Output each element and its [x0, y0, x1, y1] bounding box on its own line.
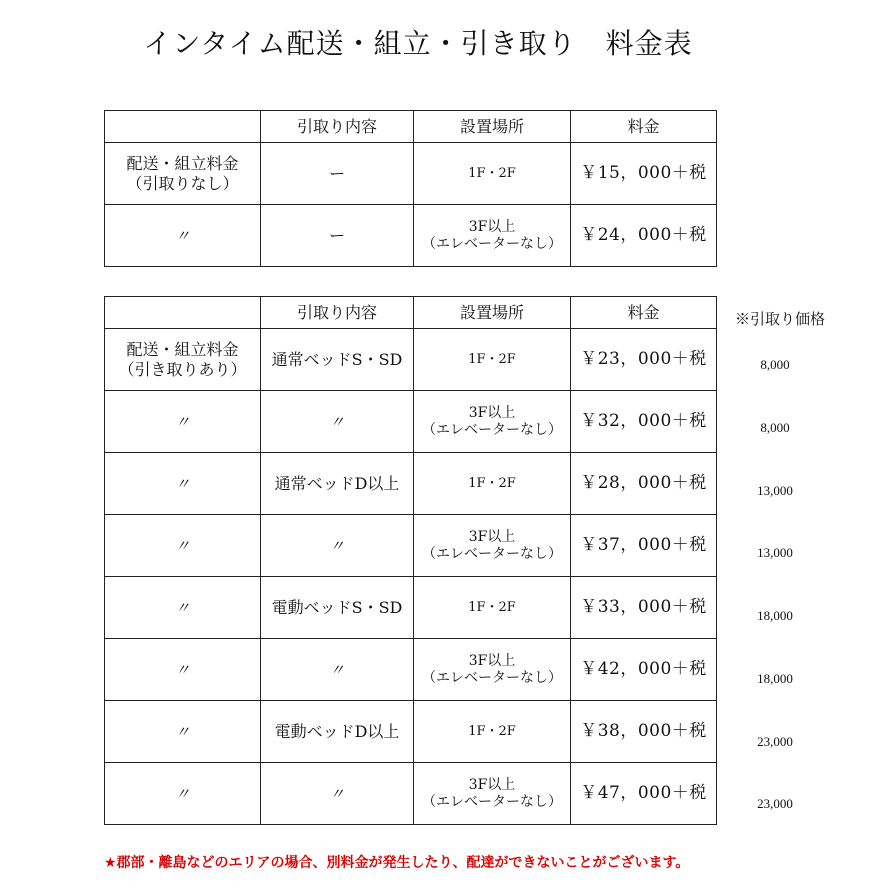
location-line: （エレベーターなし） [422, 669, 562, 686]
location-cell [414, 205, 571, 267]
location-cell [414, 391, 571, 453]
content-cell: 通常ベッドD以上 [261, 453, 414, 515]
location-line: 1F・2F [468, 475, 516, 491]
pickup-price-value: 13,000 [757, 483, 793, 498]
pickup-price-value: 18,000 [757, 608, 793, 623]
category-line: 〃 [174, 660, 190, 679]
location-line: 3F以上 [468, 404, 516, 421]
category-cell [105, 701, 261, 763]
fee-cell: ￥23，000＋税 [571, 329, 717, 391]
category-line: 〃 [174, 598, 190, 617]
fee-cell: ￥33，000＋税 [571, 577, 717, 639]
location-cell [414, 143, 571, 205]
fee-cell: ￥42，000＋税 [571, 639, 717, 701]
category-line: 〃 [174, 474, 190, 493]
location-cell [414, 453, 571, 515]
table-row [105, 205, 717, 267]
location-line: 1F・2F [468, 599, 516, 615]
category-cell [105, 391, 261, 453]
location-line: 3F以上 [468, 652, 516, 669]
header-fee: 料金 [571, 111, 717, 143]
header-content: 引取り内容 [261, 297, 414, 329]
location-line: 3F以上 [468, 218, 516, 235]
table-header-row [105, 111, 717, 143]
category-line: （引き取りあり） [118, 359, 247, 379]
table-row [105, 329, 717, 391]
category-cell [105, 205, 261, 267]
pickup-price-value: 8,000 [760, 420, 790, 435]
location-line: 1F・2F [468, 351, 516, 367]
content-cell: 〃 [261, 391, 414, 453]
content-cell: 〃 [261, 639, 414, 701]
location-cell [414, 763, 571, 825]
content-cell: 〃 [261, 515, 414, 577]
pickup-price-value: 13,000 [757, 545, 793, 560]
pickup-price-value: 18,000 [757, 671, 793, 686]
header-content: 引取り内容 [261, 111, 414, 143]
fee-cell: ￥24，000＋税 [571, 205, 717, 267]
category-cell [105, 763, 261, 825]
fee-cell: ￥38，000＋税 [571, 701, 717, 763]
category-cell [105, 329, 261, 391]
location-cell [414, 701, 571, 763]
content-cell: ー [261, 143, 414, 205]
fee-cell: ￥28，000＋税 [571, 453, 717, 515]
content-cell: 電動ベッドD以上 [261, 701, 414, 763]
fee-cell: ￥32，000＋税 [571, 391, 717, 453]
header-blank [105, 111, 261, 143]
location-line: 3F以上 [468, 776, 516, 793]
page-title: インタイム配送・組立・引き取り 料金表 [143, 27, 693, 60]
header-fee: 料金 [571, 297, 717, 329]
location-line: （エレベーターなし） [422, 545, 562, 562]
fee-cell: ￥37，000＋税 [571, 515, 717, 577]
header-location: 設置場所 [414, 111, 571, 143]
fee-cell: ￥15，000＋税 [571, 143, 717, 205]
category-line: 〃 [174, 784, 190, 803]
category-line: 〃 [174, 536, 190, 555]
location-cell [414, 329, 571, 391]
location-cell [414, 577, 571, 639]
category-line: 配送・組立料金 [126, 154, 239, 174]
content-cell: 〃 [261, 763, 414, 825]
table-row [105, 453, 717, 515]
content-cell: 電動ベッドS・SD [261, 577, 414, 639]
location-cell [414, 639, 571, 701]
table-row [105, 391, 717, 453]
table-header-row [105, 297, 717, 329]
table-row [105, 577, 717, 639]
category-line: 配送・組立料金 [126, 340, 239, 360]
location-line: （エレベーターなし） [422, 793, 562, 810]
pickup-price-value: 23,000 [757, 796, 793, 811]
fee-table-no-pickup [104, 110, 717, 267]
category-cell [105, 515, 261, 577]
table-row [105, 639, 717, 701]
content-cell: 通常ベッドS・SD [261, 329, 414, 391]
location-line: （エレベーターなし） [422, 235, 562, 252]
table-row [105, 701, 717, 763]
header-location: 設置場所 [414, 297, 571, 329]
footnote-notice: ★郡部・離島などのエリアの場合、別料金が発生したり、配達ができないことがございます。 [104, 855, 690, 871]
category-cell [105, 143, 261, 205]
category-line: 〃 [174, 412, 190, 431]
content-cell: ー [261, 205, 414, 267]
category-cell [105, 577, 261, 639]
location-line: 1F・2F [468, 165, 516, 181]
pickup-price-value: 8,000 [760, 357, 790, 372]
fee-table-with-pickup [104, 296, 717, 825]
category-cell [105, 453, 261, 515]
pickup-price-header: ※引取り価格 [734, 310, 825, 328]
fee-cell: ￥47，000＋税 [571, 763, 717, 825]
pickup-price-value: 23,000 [757, 734, 793, 749]
table-row [105, 763, 717, 825]
location-line: （エレベーターなし） [422, 421, 562, 438]
location-line: 3F以上 [468, 528, 516, 545]
category-line: 〃 [174, 226, 190, 245]
table-row [105, 143, 717, 205]
category-line: 〃 [174, 722, 190, 741]
category-line: （引取りなし） [126, 173, 239, 193]
table-row [105, 515, 717, 577]
header-blank [105, 297, 261, 329]
location-cell [414, 515, 571, 577]
location-line: 1F・2F [468, 723, 516, 739]
category-cell [105, 639, 261, 701]
